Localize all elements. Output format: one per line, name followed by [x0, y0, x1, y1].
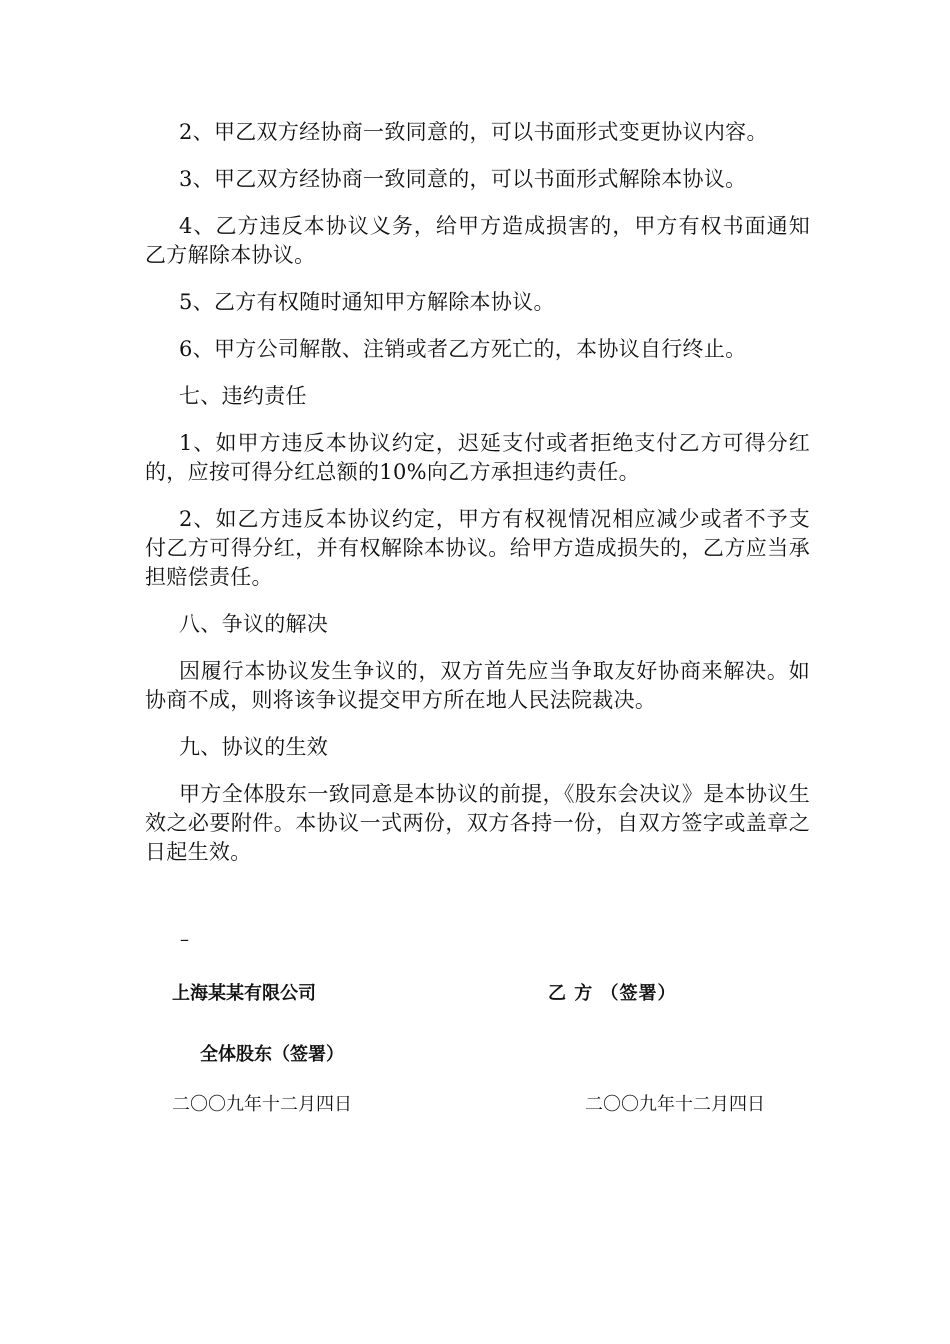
party-b-signature-label: 乙 方 （签署） [548, 983, 677, 1004]
section-8-heading: 八、争议的解决 [179, 612, 329, 636]
section-8-text: 因履行本协议发生争议的，双方首先应当争取友好协商来解决。如协商不成，则将该争议提交甲方所在地人民法院裁决。 [145, 659, 810, 712]
section-7-heading: 七、违约责任 [179, 384, 307, 408]
clause-3-terminate: 3、甲乙双方经协商一致同意的，可以书面形式解除本协议。 [179, 167, 747, 191]
section-9-text: 甲方全体股东一致同意是本协议的前提，《股东会决议》是本协议生效之必要附件。本协议一式两份，双方各持一份，自双方签字或盖章之日起生效。 [145, 782, 810, 864]
section-7-clause-1: 1、如甲方违反本协议约定，迟延支付或者拒绝支付乙方可得分红的，应按可得分红总额的10%向乙方承担违约责任。 [145, 431, 810, 484]
section-9-heading: 九、协议的生效 [179, 735, 329, 759]
clause-2-modify: 2、甲乙双方经协商一致同意的，可以书面形式变更协议内容。 [179, 120, 768, 144]
party-b-date: 二〇〇九年十二月四日 [585, 1094, 765, 1115]
party-a-date: 二〇〇九年十二月四日 [172, 1094, 352, 1115]
section-7-clause-2: 2、如乙方违反本协议约定，甲方有权视情况相应减少或者不予支付乙方可得分红，并有权解除本协议。给甲方造成损失的，乙方应当承担赔偿责任。 [145, 507, 810, 589]
agreement-body [145, 118, 810, 885]
clause-4-breach-termination: 4、乙方违反本协议义务，给甲方造成损害的，甲方有权书面通知乙方解除本协议。 [145, 214, 810, 267]
party-a-company-name: 上海某某有限公司 [172, 983, 316, 1004]
clause-5-partyb-termination: 5、乙方有权随时通知甲方解除本协议。 [179, 290, 555, 314]
dash-mark: – [180, 929, 189, 950]
shareholders-signature-label: 全体股东（签署） [200, 1044, 344, 1065]
clause-6-auto-termination: 6、甲方公司解散、注销或者乙方死亡的，本协议自行终止。 [179, 337, 747, 361]
